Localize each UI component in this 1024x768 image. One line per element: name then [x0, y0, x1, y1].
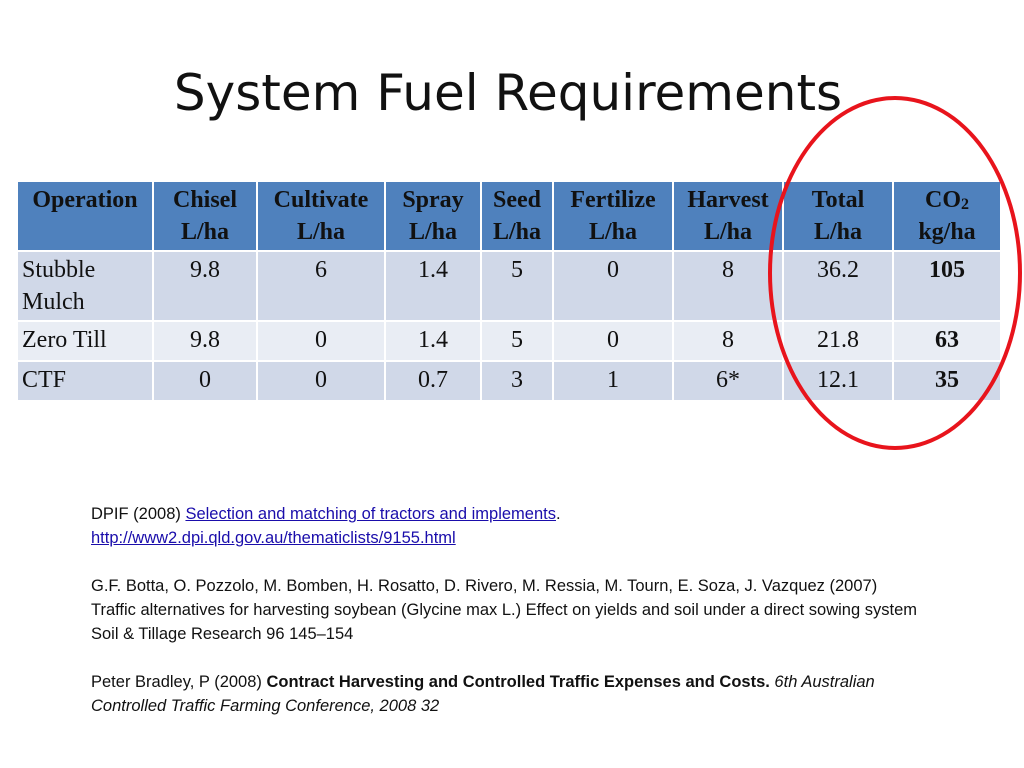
col-header-spray: Spray L/ha	[385, 181, 481, 251]
col-header-chisel: Chisel L/ha	[153, 181, 257, 251]
cell-cultivate: 0	[257, 321, 385, 361]
cell-co2: 63	[893, 321, 1001, 361]
cell-seed: 5	[481, 321, 553, 361]
fuel-requirements-table	[16, 180, 1002, 402]
table-row	[17, 361, 1001, 401]
cell-harvest: 6*	[673, 361, 783, 401]
cell-seed: 3	[481, 361, 553, 401]
col-header-seed: Seed L/ha	[481, 181, 553, 251]
cell-cultivate: 6	[257, 251, 385, 321]
reference-dpif: DPIF (2008) Selection and matching of tractors and implements. http://www2.dpi.qld.gov.au/thematiclists/9155.html	[91, 505, 561, 547]
table-row	[17, 321, 1001, 361]
cell-total: 12.1	[783, 361, 893, 401]
cell-total: 36.2	[783, 251, 893, 321]
cell-seed: 5	[481, 251, 553, 321]
cell-co2: 35	[893, 361, 1001, 401]
cell-harvest: 8	[673, 251, 783, 321]
cell-spray: 1.4	[385, 321, 481, 361]
cell-spray: 1.4	[385, 251, 481, 321]
col-header-harvest: Harvest L/ha	[673, 181, 783, 251]
cell-total: 21.8	[783, 321, 893, 361]
reference-botta: G.F. Botta, O. Pozzolo, M. Bomben, H. Rosatto, D. Rivero, M. Ressia, M. Tourn, E. Soza, J. Vazquez (2007) Traffic alternatives for harvesting soybean (Glycine max L.) Effect on yields and soil under a direct sowing system Soil & Tillage Research 96 145–154	[91, 577, 917, 643]
cell-chisel: 9.8	[153, 251, 257, 321]
col-header-fertilize: Fertilize L/ha	[553, 181, 673, 251]
table-header-row	[17, 181, 1001, 251]
col-header-operation: Operation	[17, 181, 153, 251]
cell-co2: 105	[893, 251, 1001, 321]
table-row	[17, 251, 1001, 321]
reference-link-url[interactable]: http://www2.dpi.qld.gov.au/thematiclists/9155.html	[91, 529, 456, 547]
cell-fertilize: 0	[553, 321, 673, 361]
cell-chisel: 0	[153, 361, 257, 401]
references	[91, 502, 921, 742]
cell-fertilize: 0	[553, 251, 673, 321]
cell-operation: Zero Till	[17, 321, 153, 361]
cell-operation: CTF	[17, 361, 153, 401]
col-header-total: Total L/ha	[783, 181, 893, 251]
cell-cultivate: 0	[257, 361, 385, 401]
reference-link-title[interactable]: Selection and matching of tractors and implements	[185, 505, 556, 523]
slide-title: System Fuel Requirements	[173, 64, 843, 122]
cell-chisel: 9.8	[153, 321, 257, 361]
cell-spray: 0.7	[385, 361, 481, 401]
col-header-co2: $CO_2$ kg/ha	[893, 181, 1001, 251]
cell-harvest: 8	[673, 321, 783, 361]
cell-fertilize: 1	[553, 361, 673, 401]
col-header-cultivate: Cultivate L/ha	[257, 181, 385, 251]
reference-bradley: Peter Bradley, P (2008) Contract Harvesting and Controlled Traffic Expenses and Costs. 6th Australian Controlled Traffic Farming Conference, 2008 32	[91, 673, 875, 715]
cell-operation: Stubble Mulch	[17, 251, 153, 321]
